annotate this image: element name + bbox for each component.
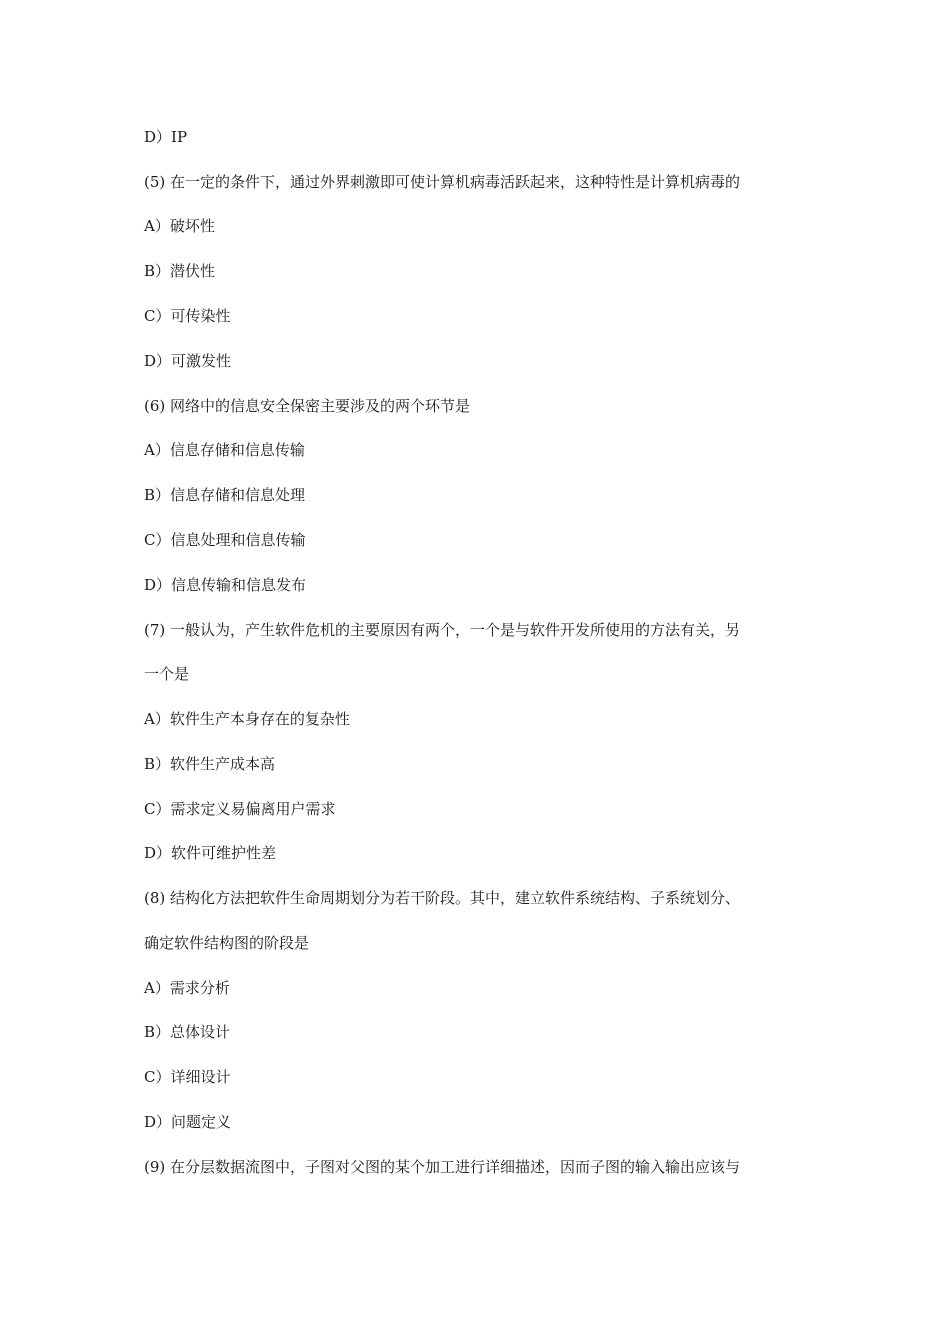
question-9: (9) 在分层数据流图中，子图对父图的某个加工进行详细描述，因而子图的输入输出应该与 <box>144 1158 741 1176</box>
option-b-q7: B）软件生产成本高 <box>144 755 276 773</box>
option-d-q4: D）IP <box>144 128 188 146</box>
option-a-q8: A）需求分析 <box>144 979 230 997</box>
option-b-q6: B）信息存储和信息处理 <box>144 486 306 504</box>
option-c-q8: C）详细设计 <box>144 1068 231 1086</box>
option-a-q6: A）信息存储和信息传输 <box>144 441 305 459</box>
option-d-q7: D）软件可维护性差 <box>144 844 277 862</box>
option-d-q6: D）信息传输和信息发布 <box>144 576 307 594</box>
option-a-q7: A）软件生产本身存在的复杂性 <box>144 710 350 728</box>
question-7-continued: 一个是 <box>144 665 190 683</box>
option-c-q5: C）可传染性 <box>144 307 231 325</box>
question-8: (8) 结构化方法把软件生命周期划分为若干阶段。其中，建立软件系统结构、子系统划分、 <box>144 889 741 907</box>
option-b-q5: B）潜伏性 <box>144 262 216 280</box>
question-5: (5) 在一定的条件下，通过外界刺激即可使计算机病毒活跃起来，这种特性是计算机病毒的 <box>144 173 741 191</box>
question-8-continued: 确定软件结构图的阶段是 <box>144 934 310 952</box>
option-c-q7: C）需求定义易偏离用户需求 <box>144 800 336 818</box>
question-6: (6) 网络中的信息安全保密主要涉及的两个环节是 <box>144 397 471 415</box>
option-c-q6: C）信息处理和信息传输 <box>144 531 306 549</box>
option-a-q5: A）破坏性 <box>144 217 215 235</box>
question-7: (7) 一般认为，产生软件危机的主要原因有两个，一个是与软件开发所使用的方法有关，另 <box>144 621 741 639</box>
option-d-q5: D）可激发性 <box>144 352 232 370</box>
option-b-q8: B）总体设计 <box>144 1023 231 1041</box>
option-d-q8: D）问题定义 <box>144 1113 232 1131</box>
